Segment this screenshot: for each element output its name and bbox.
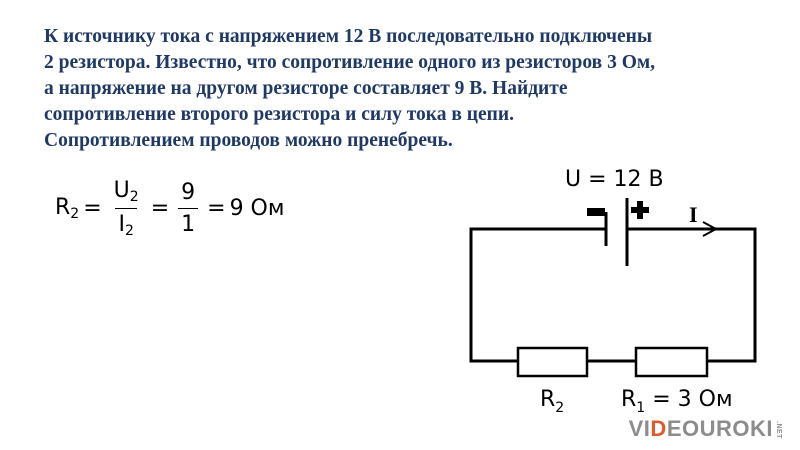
equals-sign: = bbox=[150, 195, 170, 221]
resistor-r1 bbox=[636, 348, 707, 376]
fraction-numerator: 9 bbox=[181, 179, 196, 205]
resistor-r2 bbox=[518, 348, 587, 376]
equals-sign: = bbox=[207, 195, 226, 221]
current-label: I bbox=[689, 202, 698, 227]
minus-sign bbox=[587, 208, 605, 216]
problem-line: 2 резистора. Известно, что сопротивление одного из резисторов 3 Ом, bbox=[44, 52, 656, 73]
wire-right bbox=[627, 229, 755, 361]
voltage-label: U = 12 В bbox=[565, 167, 664, 192]
fraction-numerator: $U_2$ bbox=[113, 177, 139, 205]
problem-line: а напряжение на другом резисторе составляет 9 В. Найдите bbox=[44, 78, 568, 99]
resistor-r1-label: $R_1 = 3$ Ом bbox=[621, 387, 733, 416]
plus-sign bbox=[637, 201, 643, 219]
fraction-denominator: $I_2$ bbox=[115, 208, 136, 239]
formula-lhs: $R_2$ bbox=[55, 194, 80, 222]
videouroki-logo: VI D EOUROKI .NET bbox=[628, 416, 782, 441]
equals-sign: = bbox=[83, 195, 102, 221]
problem-line: К источнику тока с напряжением 12 В последовательно подключены bbox=[44, 26, 653, 47]
problem-line: Сопротивлением проводов можно пренебречь. bbox=[44, 130, 453, 151]
wire-left bbox=[471, 229, 606, 361]
formula-result: 9 Ом bbox=[229, 195, 285, 221]
fraction-denominator: 1 bbox=[178, 208, 198, 237]
resistor-r2-label: $R_2$ bbox=[540, 387, 565, 416]
problem-line: сопротивление второго резистора и силу тока в цепи. bbox=[44, 104, 514, 125]
